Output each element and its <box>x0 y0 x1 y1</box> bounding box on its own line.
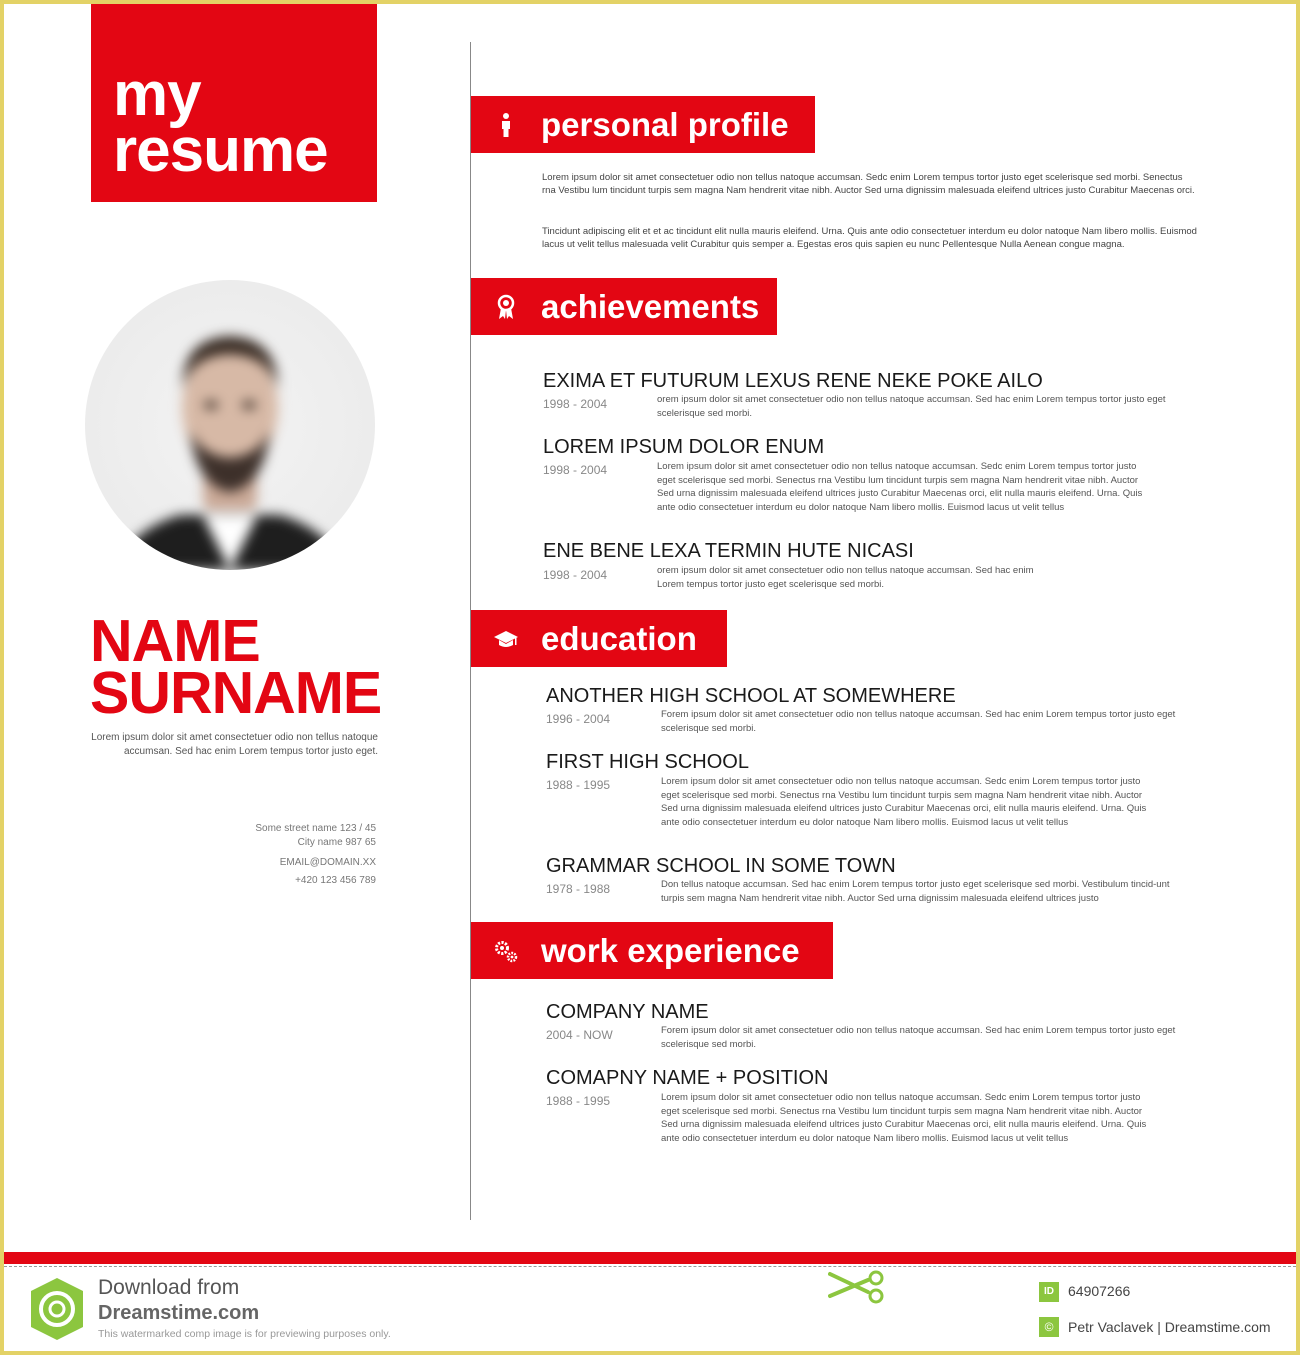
author-credit: Petr Vaclavek | Dreamstime.com <box>1068 1319 1271 1335</box>
achievement-years: 1998 - 2004 <box>543 463 608 477</box>
gears-icon <box>493 938 519 964</box>
section-title-work: work experience <box>541 932 800 969</box>
achievement-years: 1998 - 2004 <box>543 397 608 411</box>
work-title: COMPANY NAME <box>546 1001 709 1023</box>
footer-dashed-line <box>4 1266 1296 1267</box>
achievement-title: LOREM IPSUM DOLOR ENUM <box>543 436 825 458</box>
footer-red-bar <box>4 1252 1296 1264</box>
work-years: 1988 - 1995 <box>546 1094 611 1108</box>
first-name: NAME <box>90 608 260 674</box>
work-desc: Forem ipsum dolor sit amet consectetuer odio non tellus natoque accumsan. Sed hac enim Lorem tempus tortor justo eget scelerisque sed morbi. <box>661 1025 1176 1050</box>
scissors-icon <box>828 1270 890 1304</box>
watermark-note: This watermarked comp image is for previewing purposes only. <box>98 1328 391 1340</box>
resume-page <box>4 4 1296 1351</box>
intro-line: Lorem ipsum dolor sit amet consectetuer odio non tellus natoque <box>91 732 378 743</box>
person-icon <box>493 112 519 138</box>
education-desc: Forem ipsum dolor sit amet consectetuer odio non tellus natoque accumsan. Sed hac enim Lorem tempus tortor justo eget scelerisque sed morbi. <box>661 709 1176 734</box>
section-title-education: education <box>541 620 697 657</box>
work-title: COMAPNY NAME + POSITION <box>546 1067 829 1089</box>
download-from-text: Download from <box>98 1276 240 1299</box>
achievement-desc: Lorem ipsum dolor sit amet consectetuer odio non tellus natoque accumsan. Sedc enim Lorem tempus tortor justo eget scelerisque sed morbi. Senectus rna Vestibu lum tincidunt turpis sem magna Nam hendrerit vitae nibh. Auctor Sed urna dignissim malesuada eleifend ultrices justo Curabitur Maecenas orci, elit nulla mauris eleifend. Urna. Quis ante odio consectetuer interdum eu dolor natoque Nam libero mollis. Euismod lacus ut velit tellus <box>657 461 1143 513</box>
achievement-desc: orem ipsum dolor sit amet consectetuer odio non tellus natoque accumsan. Sed hac enim Lorem tempus tortor justo eget scelerisque sed morbi. <box>657 394 1166 419</box>
intro-text <box>90 731 378 759</box>
graduation-cap-icon <box>493 626 519 652</box>
work-desc: Lorem ipsum dolor sit amet consectetuer odio non tellus natoque accumsan. Sedc enim Lorem tempus tortor justo eget scelerisque sed morbi. Senectus rna Vestibu lum tincidunt turpis sem magna Nam hendrerit vitae nibh. Auctor Sed urna dignissim malesuada eleifend ultrices justo Curabitur Maecenas orci, elit nulla mauris eleifend. Urna. Quis ante odio consectetuer interdum eu dolor natoque Nam libero mollis. Euismod lacus ut velit tellus <box>661 1092 1147 1144</box>
id-badge: ID <box>1039 1282 1059 1302</box>
achievement-title: ENE BENE LEXA TERMIN HUTE NICASI <box>543 540 914 562</box>
profile-paragraph-2: Tincidunt adipiscing elit et et ac tincidunt elit nulla mauris eleifend. Urna. Quis ante odio consectetuer interdum eu dolor natoque Nam libero mollis. Euismod lacus ut velit tellus malesuada velit Curabitur quis semper a. Egestas eros quis sapien eu nunc Pellentesque Nulla Aenean congue magna. <box>542 226 1197 250</box>
education-years: 1996 - 2004 <box>546 712 611 726</box>
title-line-resume: resume <box>113 116 328 185</box>
education-title: GRAMMAR SCHOOL IN SOME TOWN <box>546 855 896 877</box>
education-years: 1978 - 1988 <box>546 882 611 896</box>
achievement-years: 1998 - 2004 <box>543 568 608 582</box>
section-title-profile: personal profile <box>541 106 789 143</box>
copyright-icon: © <box>1039 1317 1059 1337</box>
section-header-profile <box>471 96 815 153</box>
avatar <box>85 280 375 570</box>
achievement-title: EXIMA ET FUTURUM LEXUS RENE NEKE POKE AILO <box>543 370 1043 392</box>
education-desc: Lorem ipsum dolor sit amet consectetuer odio non tellus natoque accumsan. Sedc enim Lorem tempus tortor justo eget scelerisque sed morbi. Senectus rna Vestibu lum tincidunt turpis sem magna Nam hendrerit vitae nibh. Auctor Sed urna dignissim malesuada eleifend ultrices justo Curabitur Maecenas orci, elit nulla mauris eleifend. Urna. Quis ante odio consectetuer interdum eu dolor natoque Nam libero mollis. Euismod lacus ut velit tellus <box>661 776 1147 828</box>
dreamstime-logo-icon <box>28 1276 86 1342</box>
education-title: ANOTHER HIGH SCHOOL AT SOMEWHERE <box>546 685 956 707</box>
phone-text: +420 123 456 789 <box>295 875 376 886</box>
education-title: FIRST HIGH SCHOOL <box>546 751 749 773</box>
title-line-my: my <box>113 60 201 129</box>
profile-paragraph-1: Lorem ipsum dolor sit amet consectetuer odio non tellus natoque accumsan. Sedc enim Lorem tempus tortor justo eget scelerisque sed morbi. Senectus rna Vestibu lum tincidunt turpis sem magna Nam hendrerit vitae nibh. Auctor Sed urna dignissim malesuada eleifend ultrices justo Curabitur Maecenas orci. <box>542 172 1195 196</box>
email-text: EMAIL@DOMAIN.XX <box>279 857 376 868</box>
intro-line: accumsan. Sed hac enim Lorem tempus tortor justo eget. <box>123 746 378 757</box>
section-header-education <box>471 610 727 667</box>
dreamstime-brand: Dreamstime.com <box>98 1302 260 1324</box>
achievement-desc: orem ipsum dolor sit amet consectetuer odio non tellus natoque accumsan. Sed hac enim Lorem tempus tortor justo eget scelerisque sed morbi. <box>657 565 1034 590</box>
image-id: 64907266 <box>1068 1283 1131 1299</box>
address-line-2: City name 987 65 <box>297 837 376 848</box>
work-years: 2004 - NOW <box>546 1028 613 1042</box>
education-years: 1988 - 1995 <box>546 778 611 792</box>
section-header-work <box>471 922 833 979</box>
education-desc: Don tellus natoque accumsan. Sed hac enim Lorem tempus tortor justo eget scelerisque sed morbi. Vestibulum tincid-unt turpis sem magna Nam hendrerit vitae nibh. Auctor Sed urna dignissim malesuada eleifend ultrices justo <box>661 879 1170 904</box>
address-line-1: Some street name 123 / 45 <box>255 823 376 834</box>
section-title-achievements: achievements <box>541 288 760 325</box>
surname: SURNAME <box>90 660 382 726</box>
resume-title-block <box>91 4 377 202</box>
section-header-achievements <box>471 278 777 335</box>
award-ribbon-icon <box>493 294 519 320</box>
